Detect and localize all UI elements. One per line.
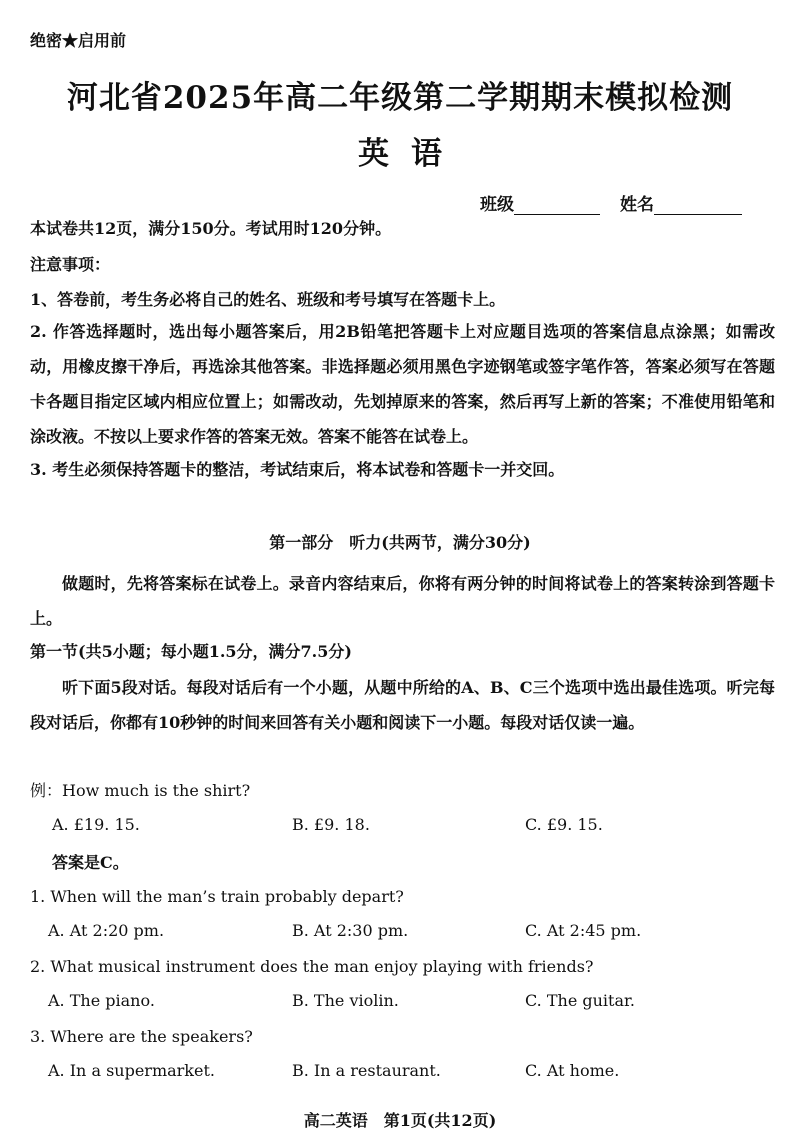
q1-option-b: B. At 2:30 pm. xyxy=(292,921,409,940)
exam-intro: 本试卷共12页，满分150分。考试用时120分钟。 xyxy=(30,219,392,238)
question-3: 3. Where are the speakers? xyxy=(30,1027,253,1046)
notes-heading: 注意事项： xyxy=(30,255,111,274)
note-item-3: 3. 考生必须保持答题卡的整洁，考试结束后，将本试卷和答题卡一并交回。 xyxy=(30,460,565,479)
part1-instruction: 做题时，先将答案标在试卷上。录音内容结束后，你将有两分钟的时间将试卷上的答案转涂到答题卡上。 xyxy=(30,574,775,628)
section1-instruction: 听下面5段对话。每段对话后有一个小题，从题中所给的A、B、C三个选项中选出最佳选项。听完每段对话后，你都有10秒钟的时间来回答有关小题和阅读下一小题。每段对话仅读一遍。 xyxy=(30,678,775,732)
example-option-b: B. £9. 18. xyxy=(292,815,370,834)
name-blank xyxy=(654,196,742,215)
q2-option-c: C. The guitar. xyxy=(525,991,635,1010)
example-option-a: A. £19. 15. xyxy=(52,815,140,834)
class-blank xyxy=(514,196,600,215)
q3-option-c: C. At home. xyxy=(525,1061,620,1080)
example-question: 例：How much is the shirt? xyxy=(30,781,251,800)
q1-option-a: A. At 2:20 pm. xyxy=(48,921,165,940)
subject-title: 英语 xyxy=(358,136,464,172)
example-option-c: C. £9. 15. xyxy=(525,815,603,834)
name-label: 姓名 xyxy=(620,195,654,215)
q2-option-a: A. The piano. xyxy=(48,991,155,1010)
page-footer: 高二英语 第1页(共12页) xyxy=(303,1111,497,1130)
q2-option-b: B. The violin. xyxy=(292,991,399,1010)
secret-label: 绝密★启用前 xyxy=(30,31,127,50)
class-name-fields xyxy=(480,190,742,215)
note-item-1: 1、答卷前，考生务必将自己的姓名、班级和考号填写在答题卡上。 xyxy=(30,290,506,309)
q3-option-b: B. In a restaurant. xyxy=(292,1061,441,1080)
part1-title: 第一部分 听力(共两节，满分30分) xyxy=(269,533,531,552)
class-label: 班级 xyxy=(480,195,514,215)
exam-title: 河北省2025年高二年级第二学期期末模拟检测 xyxy=(66,80,734,116)
question-2: 2. What musical instrument does the man enjoy playing with friends? xyxy=(30,957,594,976)
example-answer: 答案是C。 xyxy=(52,853,129,872)
note-item-2: 2. 作答选择题时，选出每小题答案后，用2B铅笔把答题卡上对应题目选项的答案信息点涂黑；如需改动，用橡皮擦干净后，再选涂其他答案。非选择题必须用黑色字迹钢笔或签字笔作答，答案必须写在答题卡各题目指定区域内相应位置上；如需改动，先划掉原来的答案，然后再写上新的答案；不准使用铅笔和涂改液。不按以上要求作答的答案无效。答案不能答在试卷上。 xyxy=(30,322,775,446)
q3-option-a: A. In a supermarket. xyxy=(48,1061,215,1080)
section1-title: 第一节(共5小题；每小题1.5分，满分7.5分) xyxy=(30,642,352,661)
question-1: 1. When will the man’s train probably depart? xyxy=(30,887,404,906)
q1-option-c: C. At 2:45 pm. xyxy=(525,921,642,940)
